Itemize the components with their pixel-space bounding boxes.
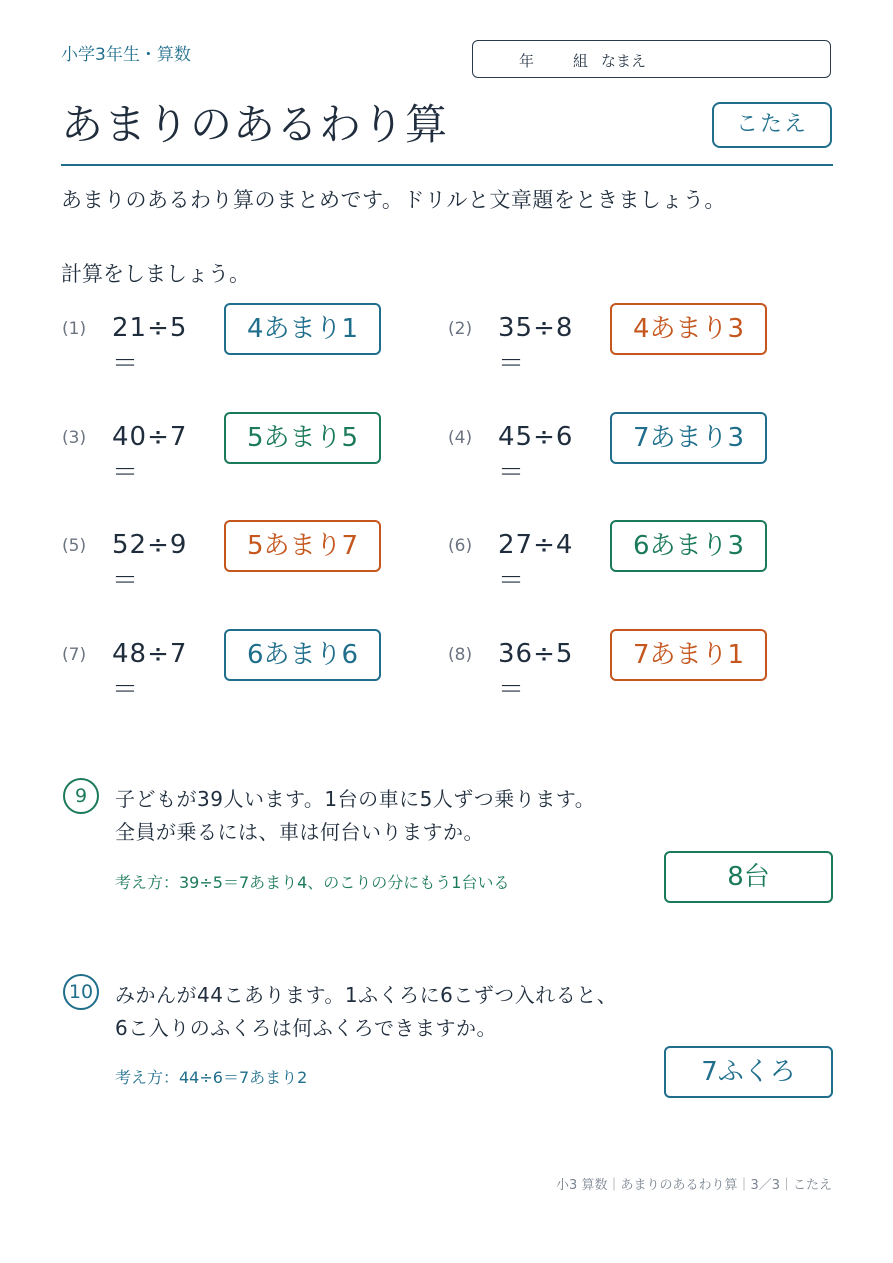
grade-subject-label: 小学3年生・算数 <box>61 45 191 65</box>
problem-text-line: 全員が乗るには、車は何台いりますか。 <box>115 820 484 844</box>
problem-number: (3) <box>62 428 87 448</box>
word-problem-answer-box: 7ふくろ <box>664 1046 833 1098</box>
page-title: あまりのあるわり算 <box>61 100 449 149</box>
problem-number-circle: 9 <box>63 778 99 814</box>
problem-expression: 35÷8＝ <box>498 313 574 379</box>
answer-box: 4あまり1 <box>224 303 381 355</box>
intro-text: あまりのあるわり算のまとめです。ドリルと文章題をときましょう。 <box>61 188 726 212</box>
class-label: 組 <box>573 52 589 70</box>
word-problem-answer-box: 8台 <box>664 851 833 903</box>
problem-number: (4) <box>448 428 473 448</box>
problem-number: (6) <box>448 536 473 556</box>
answer-box: 6あまり6 <box>224 629 381 681</box>
problem-expression: 21÷5＝ <box>112 313 188 379</box>
year-label: 年 <box>519 52 535 70</box>
problem-text-line: 子どもが39人います。1台の車に5人ずつ乗ります。 <box>115 787 596 811</box>
problem-number-circle: 10 <box>63 974 99 1010</box>
problem-number: (5) <box>62 536 87 556</box>
problem-expression: 36÷5＝ <box>498 639 574 705</box>
answer-box: 5あまり5 <box>224 412 381 464</box>
hint-text: 考え方：44÷6＝7あまり2 <box>115 1068 308 1087</box>
problem-expression: 45÷6＝ <box>498 422 574 488</box>
answer-box: 4あまり3 <box>610 303 767 355</box>
answer-box: 7あまり3 <box>610 412 767 464</box>
problem-number: (7) <box>62 645 87 665</box>
problem-number: (2) <box>448 319 473 339</box>
problem-number: (1) <box>62 319 87 339</box>
answer-key-badge: こたえ <box>712 102 832 148</box>
problem-expression: 40÷7＝ <box>112 422 188 488</box>
answer-box: 5あまり7 <box>224 520 381 572</box>
problem-number: (8) <box>448 645 473 665</box>
section-title: 計算をしましょう。 <box>61 262 250 286</box>
problem-text-line: 6こ入りのふくろは何ふくろできますか。 <box>115 1016 498 1040</box>
answer-box: 6あまり3 <box>610 520 767 572</box>
problem-expression: 52÷9＝ <box>112 530 188 596</box>
name-box <box>472 40 831 78</box>
problem-expression: 27÷4＝ <box>498 530 574 596</box>
answer-box: 7あまり1 <box>610 629 767 681</box>
hint-text: 考え方：39÷5＝7あまり4、のこりの分にもう1台いる <box>115 873 510 892</box>
name-label: なまえ <box>601 52 647 70</box>
problem-expression: 48÷7＝ <box>112 639 188 705</box>
footer-text: 小3 算数｜あまりのあるわり算｜3／3｜こたえ <box>556 1178 832 1193</box>
title-divider <box>61 164 833 166</box>
problem-text-line: みかんが44こあります。1ふくろに6こずつ入れると、 <box>115 983 618 1007</box>
